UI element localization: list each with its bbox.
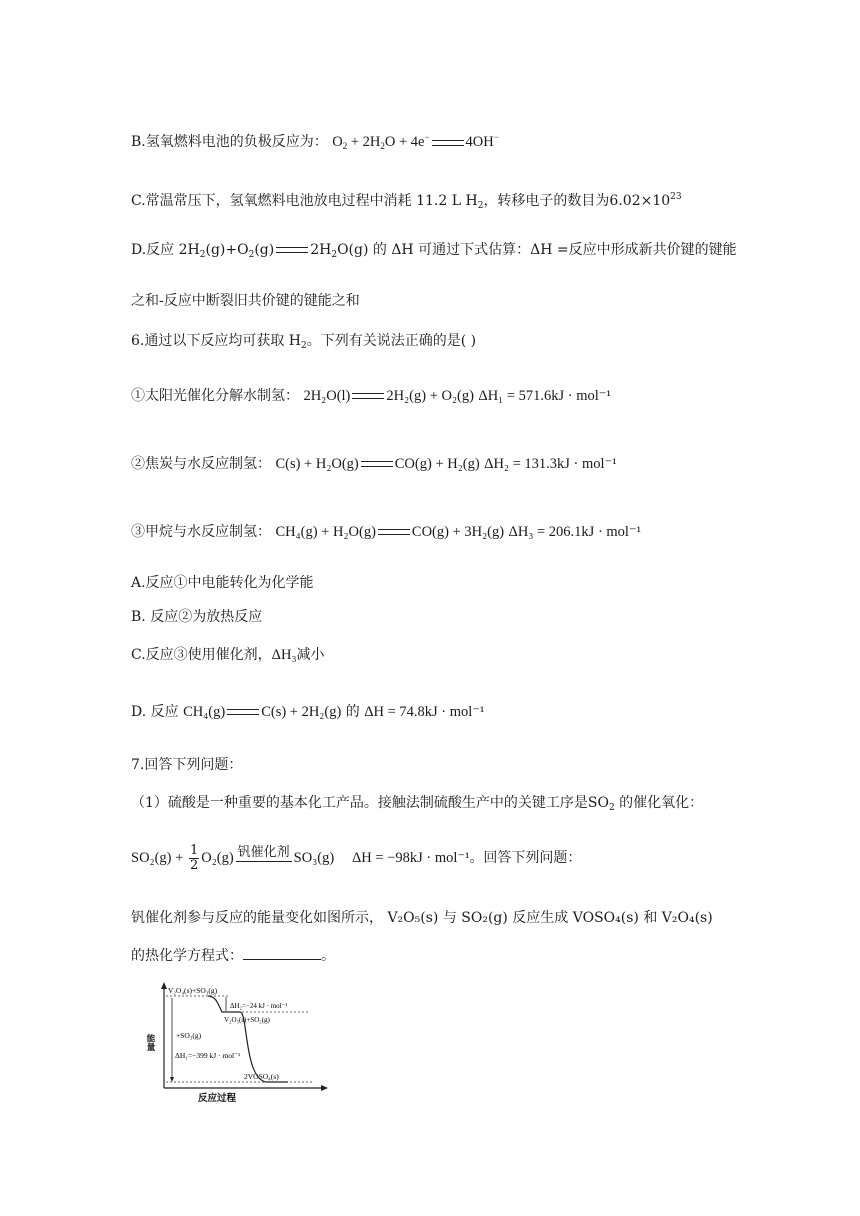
q5-option-c [131, 187, 682, 216]
q5-option-b-equation: $O_2 + 2H_2O + 4e^-$ 4OH− [332, 132, 499, 151]
q5-option-b-text: B.氢氧燃料电池的负极反应为： [131, 134, 328, 150]
q6-stem-sub: 2 [301, 341, 307, 351]
q6-r1-rhs: 2H₂(g) + O₂(g) [386, 388, 474, 404]
q6-r3-dh: ΔH₃ = 206.1kJ · mol⁻¹ [508, 524, 641, 540]
q6-option-c-dh: ΔH₃ [271, 647, 297, 663]
q6-option-d [131, 702, 484, 722]
q5-option-c-sub: 2 [477, 201, 484, 211]
q6-option-c-a: C.反应③使用催化剂， [131, 647, 272, 663]
q7-part1-p2: 钒催化剂参与反应的能量变化如图所示， V₂O₅(s) 与 SO₂(g) 反应生成 VOSO₄(s) 和 V₂O₄(s) [131, 910, 713, 926]
q5-option-d-a: D.反应 2H [131, 242, 200, 258]
q7-eq-rhs: SO₃(g) [293, 850, 335, 866]
q5-option-d: D.反应 $2H_2(g)+O_2(g)$ $2H_2O(g)$ 的 ΔH 可通过下式估算：ΔH =反应中形成新共价键的键能 [131, 242, 737, 260]
q6-option-d-rhs: C(s) + 2H₂(g) [261, 704, 342, 720]
q7-part1-b: 的催化氧化： [614, 795, 704, 811]
x-axis-label: 反应过程 [198, 1094, 237, 1104]
q7-p3-tail: 。 [321, 948, 335, 964]
q7-part1-a: （1）硫酸是一种重要的基本化工产品。接触法制硫酸生产中的关键工序是SO [131, 795, 609, 811]
label-dh1: ΔH₁=−399 kJ · mol⁻¹ [175, 1051, 241, 1060]
label-so3: +SO₃(g) [176, 1031, 202, 1040]
q7-equation [131, 838, 581, 878]
q6-r2-rhs: CO(g) + H₂(g) [394, 456, 480, 472]
q6-option-d-lhs: CH₄(g) [183, 704, 226, 720]
q7-catalyst-arrow [236, 845, 292, 872]
q6-reaction-2 [131, 454, 617, 474]
q6-option-d-a: D. 反应 [131, 704, 184, 720]
answer-blank[interactable] [243, 945, 321, 960]
q7-eq-tail: 。回答下列问题： [469, 850, 582, 866]
q6-reaction-3 [131, 522, 641, 542]
q7-eq-lhs2: O₂(g) [201, 850, 234, 866]
q7-stem: 7.回答下列问题： [131, 757, 243, 773]
q6-r1-label: ①太阳光催化分解水制氢： [131, 388, 299, 404]
q6-r3-label: ③甲烷与水反应制氢： [131, 524, 271, 540]
energy-diagram [148, 982, 328, 1106]
q6-option-d-dh: ΔH = 74.8kJ · mol⁻¹ [364, 704, 485, 720]
q6-stem-tail: 。下列有关说法正确的是( ) [306, 333, 477, 349]
label-mid: V₂O₅(s)+SO₂(g) [224, 1016, 270, 1024]
q7-fraction [189, 844, 199, 873]
q5-option-d-d: 2H [310, 242, 332, 258]
label-bottom: 2VOSO₄(s) [244, 1072, 279, 1081]
q7-part1-sub: 2 [608, 803, 615, 813]
q5-option-c-sup: 23 [670, 192, 682, 202]
label-top: V₂O₄(s)+SO₃(g) [168, 986, 218, 995]
q5-option-c-text: C.常温常压下，氢氧燃料电池放电过程中消耗 11.2 L H [131, 193, 478, 209]
y-axis-arrow-icon [161, 982, 167, 989]
q7-part1-p3 [131, 945, 335, 966]
y-axis-label: 能量 [146, 1034, 156, 1051]
q7-catalyst: 钒催化剂 [237, 844, 290, 860]
q6-option-a: A.反应①中电能转化为化学能 [131, 575, 314, 591]
q6-r2-label: ②焦炭与水反应制氢： [131, 456, 271, 472]
q6-stem [131, 331, 476, 356]
q5-option-d-line2: 之和-反应中断裂旧共价键的键能之和 [131, 293, 360, 309]
q7-p3-text: 的热化学方程式： [131, 948, 243, 964]
dh1-arrowhead-icon [170, 1077, 174, 1082]
q7-part1 [131, 793, 703, 818]
q6-r3-lhs: CH₄(g) + H₂O(g) [275, 524, 376, 540]
q5-option-d-e: O(g) 的 ΔH 可通过下式估算：ΔH =反应中形成新共价键的键能 [337, 242, 737, 258]
q6-r1-lhs: 2H₂O(l) [303, 388, 351, 404]
q7-frac-den: 2 [189, 857, 199, 873]
q5-option-d-b: (g)+O [205, 242, 249, 258]
q6-stem-text: 6.通过以下反应均可获取 H [131, 333, 302, 349]
q5-option-c-text2: ，转移电子的数目为6.02×10 [483, 193, 671, 209]
label-dh2: ΔH₂=−24 kJ · mol⁻¹ [230, 1002, 288, 1010]
q6-reaction-1 [131, 386, 611, 406]
x-axis-arrow-icon [321, 1085, 328, 1091]
q5-option-b [131, 127, 499, 156]
q6-option-c-b: 减小 [296, 647, 325, 663]
q6-r1-dh: ΔH₁ = 571.6kJ · mol⁻¹ [478, 388, 611, 404]
q6-option-c [131, 645, 325, 665]
q6-r3-rhs: CO(g) + 3H₂(g) [411, 524, 505, 540]
q5-option-d-c: (g) [254, 242, 275, 258]
q6-option-b: B. 反应②为放热反应 [131, 609, 263, 625]
q6-r2-lhs: C(s) + H₂O(g) [275, 456, 359, 472]
q7-frac-num: 1 [189, 842, 199, 858]
q7-eq-lhs1: SO₂(g) + [131, 850, 187, 866]
q6-r2-dh: ΔH₂ = 131.3kJ · mol⁻¹ [484, 456, 617, 472]
q7-eq-dh: ΔH = −98kJ · mol⁻¹ [351, 850, 470, 866]
q6-option-d-b: 的 [341, 704, 365, 720]
